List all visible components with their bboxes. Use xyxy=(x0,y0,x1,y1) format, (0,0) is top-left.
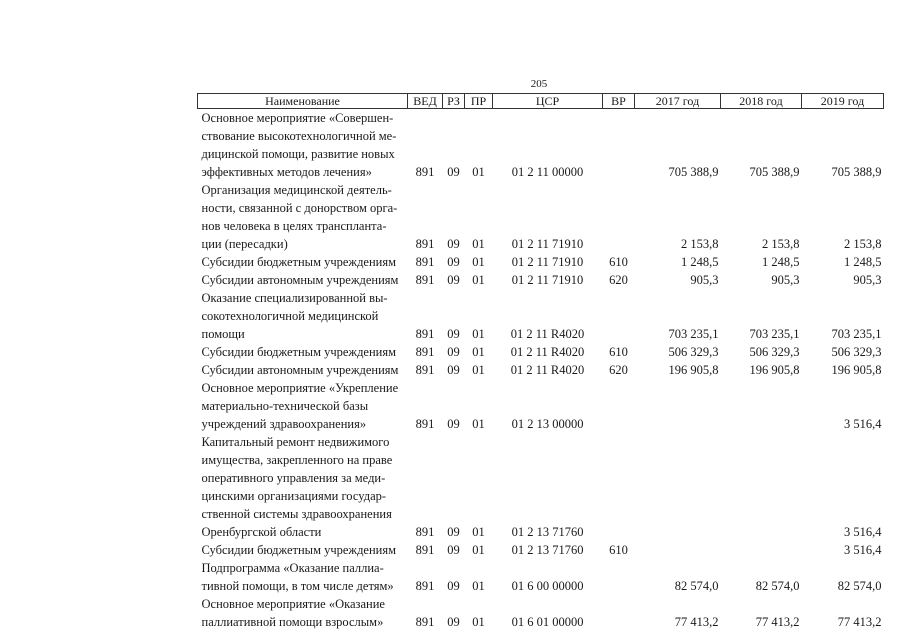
cell-ved: 891 xyxy=(415,273,435,287)
cell-2017: 2 153,8 xyxy=(681,237,719,251)
name-line: нов человека в целях транспланта- xyxy=(201,219,387,233)
table-row xyxy=(198,559,884,595)
cell-rz: 09 xyxy=(447,237,460,251)
name-line: Подпрограмма «Оказание паллиа- xyxy=(201,561,384,575)
cell-name xyxy=(198,181,408,253)
cell-2019: 196 905,8 xyxy=(831,363,882,377)
cell-name xyxy=(198,109,408,182)
header-csr: ЦСР xyxy=(493,94,603,109)
cell-csr: 01 2 13 71760 xyxy=(511,525,584,539)
cell-rz: 09 xyxy=(447,417,460,431)
cell-2019: 705 388,9 xyxy=(831,165,882,179)
cell-csr: 01 2 11 71910 xyxy=(511,273,584,287)
header-2019: 2019 год xyxy=(802,94,884,109)
cell-csr: 01 2 11 00000 xyxy=(511,165,584,179)
name-line: Основное мероприятие «Оказание xyxy=(201,597,385,611)
cell-2018: 506 329,3 xyxy=(749,345,800,359)
name-line: Оказание специализированной вы- xyxy=(201,291,388,305)
cell-rz: 09 xyxy=(447,255,460,269)
header-2018: 2018 год xyxy=(721,94,802,109)
cell-2017: 82 574,0 xyxy=(674,579,719,593)
cell-2017: 196 905,8 xyxy=(668,363,719,377)
cell-2019: 77 413,2 xyxy=(837,615,882,629)
cell-ved: 891 xyxy=(415,579,435,593)
name-line: ции (пересадки) xyxy=(201,237,288,251)
cell-csr: 01 6 01 00000 xyxy=(511,615,584,629)
name-line: учреждений здравоохранения» xyxy=(201,417,367,431)
cell-2017 xyxy=(635,541,721,559)
name-line: Субсидии бюджетным учреждениям xyxy=(201,255,397,269)
name-line: ственной системы здравоохранения xyxy=(201,507,392,521)
name-line: эффективных методов лечения» xyxy=(201,165,372,179)
cell-rz: 09 xyxy=(447,543,460,557)
cell-ved: 891 xyxy=(415,615,435,629)
cell-2018 xyxy=(721,379,802,433)
page-number: 205 xyxy=(530,78,548,90)
cell-name xyxy=(198,253,408,271)
cell-vr xyxy=(603,109,635,182)
cell-ved: 891 xyxy=(415,327,435,341)
table-row xyxy=(198,541,884,559)
cell-pr: 01 xyxy=(472,525,485,539)
cell-ved: 891 xyxy=(415,417,435,431)
table-row xyxy=(198,253,884,271)
name-line: дицинской помощи, развитие новых xyxy=(201,147,395,161)
name-line: Основное мероприятие «Укрепление xyxy=(201,381,399,395)
cell-pr: 01 xyxy=(472,363,485,377)
cell-vr: 610 xyxy=(609,345,628,359)
header-pr: ПР xyxy=(465,94,493,109)
cell-pr: 01 xyxy=(472,615,485,629)
cell-2019: 3 516,4 xyxy=(844,525,882,539)
name-line: Организация медицинской деятель- xyxy=(201,183,392,197)
cell-2017: 506 329,3 xyxy=(668,345,719,359)
cell-pr: 01 xyxy=(472,255,485,269)
cell-name xyxy=(198,541,408,559)
cell-vr: 620 xyxy=(609,273,628,287)
name-line: имущества, закрепленного на праве xyxy=(201,453,393,467)
header-2017: 2017 год xyxy=(635,94,721,109)
cell-name xyxy=(198,559,408,595)
name-line: ности, связанной с донорством орга- xyxy=(201,201,398,215)
cell-pr: 01 xyxy=(472,543,485,557)
name-line: помощи xyxy=(201,327,245,341)
cell-name xyxy=(198,433,408,541)
cell-2019: 506 329,3 xyxy=(831,345,882,359)
table-header-row xyxy=(198,94,884,109)
cell-2017: 703 235,1 xyxy=(668,327,719,341)
cell-2019: 2 153,8 xyxy=(844,237,882,251)
cell-2019: 3 516,4 xyxy=(844,543,882,557)
cell-2018 xyxy=(721,433,802,541)
name-line: ствование высокотехнологичной ме- xyxy=(201,129,397,143)
cell-2019: 82 574,0 xyxy=(837,579,882,593)
table-row xyxy=(198,379,884,433)
cell-2017 xyxy=(635,379,721,433)
cell-rz: 09 xyxy=(447,345,460,359)
name-line: Капитальный ремонт недвижимого xyxy=(201,435,390,449)
budget-table xyxy=(197,93,884,631)
header-name: Наименование xyxy=(198,94,408,109)
cell-csr: 01 2 11 R4020 xyxy=(510,345,585,359)
cell-pr: 01 xyxy=(472,579,485,593)
cell-2018: 77 413,2 xyxy=(755,615,800,629)
cell-pr: 01 xyxy=(472,327,485,341)
cell-2018 xyxy=(721,541,802,559)
cell-csr: 01 6 00 00000 xyxy=(511,579,584,593)
cell-name xyxy=(198,379,408,433)
header-rz: РЗ xyxy=(443,94,465,109)
cell-vr xyxy=(603,595,635,631)
cell-2018: 82 574,0 xyxy=(755,579,800,593)
cell-2018: 703 235,1 xyxy=(749,327,800,341)
cell-name xyxy=(198,361,408,379)
name-line: Основное мероприятие «Совершен- xyxy=(201,111,394,125)
name-line: Субсидии автономным учреждениям xyxy=(201,363,399,377)
cell-rz: 09 xyxy=(447,579,460,593)
cell-pr: 01 xyxy=(472,165,485,179)
name-line: Субсидии бюджетным учреждениям xyxy=(201,345,397,359)
cell-2018: 705 388,9 xyxy=(749,165,800,179)
cell-pr: 01 xyxy=(472,417,485,431)
cell-ved: 891 xyxy=(415,345,435,359)
cell-ved: 891 xyxy=(415,543,435,557)
name-line: оперативного управления за меди- xyxy=(201,471,386,485)
cell-csr: 01 2 13 00000 xyxy=(511,417,584,431)
table-row xyxy=(198,181,884,253)
cell-2017 xyxy=(635,433,721,541)
cell-2017: 705 388,9 xyxy=(668,165,719,179)
name-line: Субсидии автономным учреждениям xyxy=(201,273,399,287)
cell-ved: 891 xyxy=(415,525,435,539)
cell-2019: 703 235,1 xyxy=(831,327,882,341)
cell-vr xyxy=(603,559,635,595)
cell-2019: 1 248,5 xyxy=(844,255,882,269)
cell-rz: 09 xyxy=(447,273,460,287)
name-line: Субсидии бюджетным учреждениям xyxy=(201,543,397,557)
cell-ved: 891 xyxy=(415,237,435,251)
cell-2019: 905,3 xyxy=(853,273,882,287)
name-line: тивной помощи, в том числе детям» xyxy=(201,579,394,593)
name-line: цинскими организациями государ- xyxy=(201,489,387,503)
cell-vr xyxy=(603,379,635,433)
table-row xyxy=(198,343,884,361)
cell-pr: 01 xyxy=(472,345,485,359)
table-row xyxy=(198,109,884,182)
cell-rz: 09 xyxy=(447,165,460,179)
cell-csr: 01 2 11 71910 xyxy=(511,237,584,251)
header-ved: ВЕД xyxy=(408,94,443,109)
cell-ved: 891 xyxy=(415,165,435,179)
cell-vr xyxy=(603,433,635,541)
cell-name xyxy=(198,595,408,631)
table-row xyxy=(198,361,884,379)
cell-vr: 620 xyxy=(609,363,628,377)
cell-csr: 01 2 11 R4020 xyxy=(510,327,585,341)
name-line: паллиативной помощи взрослым» xyxy=(201,615,384,629)
cell-vr: 610 xyxy=(609,255,628,269)
cell-vr xyxy=(603,181,635,253)
cell-2019: 3 516,4 xyxy=(844,417,882,431)
table-row xyxy=(198,595,884,631)
cell-pr: 01 xyxy=(472,273,485,287)
cell-2017: 1 248,5 xyxy=(681,255,719,269)
cell-csr: 01 2 11 71910 xyxy=(511,255,584,269)
table-row xyxy=(198,271,884,289)
name-line: Оренбургской области xyxy=(201,525,322,539)
cell-csr: 01 2 13 71760 xyxy=(511,543,584,557)
cell-2018: 1 248,5 xyxy=(762,255,800,269)
cell-2018: 2 153,8 xyxy=(762,237,800,251)
cell-2018: 905,3 xyxy=(771,273,800,287)
cell-pr: 01 xyxy=(472,237,485,251)
cell-rz: 09 xyxy=(447,363,460,377)
table-row xyxy=(198,289,884,343)
cell-ved: 891 xyxy=(415,255,435,269)
cell-name xyxy=(198,343,408,361)
cell-vr: 610 xyxy=(609,543,628,557)
name-line: материально-технической базы xyxy=(201,399,369,413)
cell-2017: 905,3 xyxy=(690,273,719,287)
cell-rz: 09 xyxy=(447,525,460,539)
table-row xyxy=(198,433,884,541)
cell-rz: 09 xyxy=(447,327,460,341)
table-body xyxy=(198,109,884,632)
cell-2018: 196 905,8 xyxy=(749,363,800,377)
name-line: сокотехнологичной медицинской xyxy=(201,309,379,323)
cell-csr: 01 2 11 R4020 xyxy=(510,363,585,377)
cell-2017: 77 413,2 xyxy=(674,615,719,629)
cell-ved: 891 xyxy=(415,363,435,377)
cell-rz: 09 xyxy=(447,615,460,629)
cell-name xyxy=(198,271,408,289)
header-vr: ВР xyxy=(603,94,635,109)
cell-vr xyxy=(603,289,635,343)
cell-name xyxy=(198,289,408,343)
